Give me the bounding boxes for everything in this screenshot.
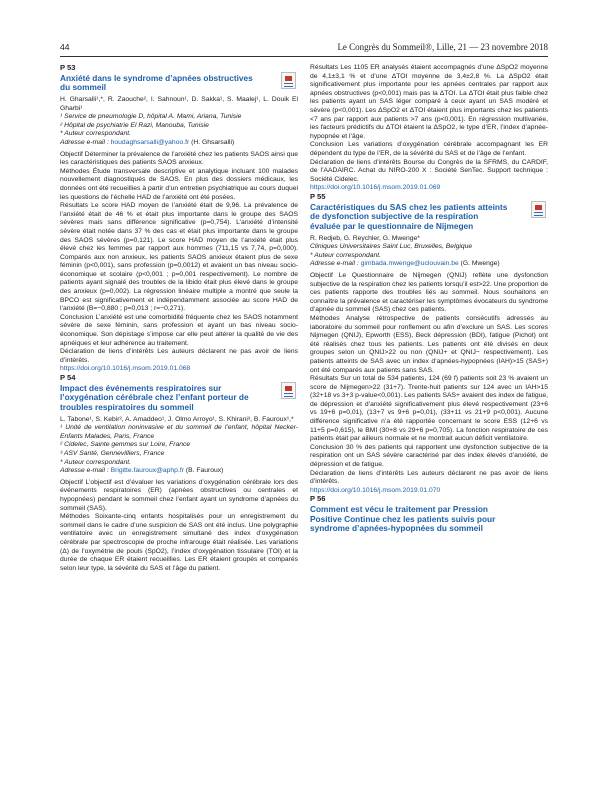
- affiliation: ¹ Unité de ventilation noninvasive et du sommeil de l’enfant, hôpital Necker-Enfants Malades, Paris, France: [60, 424, 298, 440]
- page-header: [60, 42, 548, 56]
- authors: R. Redjeb, G. Reychler, G. Mwenge*: [310, 234, 420, 242]
- email-owner: (G. Mwenge): [460, 260, 500, 268]
- section-declaration: Déclaration de liens d’intérêts Bourse du Congrès de la SFRMS, du CARDIF, de l’AADAIRC. Achat du NIRO-200 X : Société SenTec. Support technique : Société Cidelec.: [310, 158, 548, 183]
- abstract-p56: [310, 495, 548, 534]
- abstract-title[interactable]: Impact des événements respiratoires sur l’oxygénation cérébrale chez l’enfant porteur de troubles respiratoires du sommeil: [60, 382, 249, 412]
- crossmark-icon[interactable]: [281, 382, 296, 399]
- journal-title: Le Congrès du Sommeil®, Lille, 21 — 23 novembre 2018: [337, 42, 548, 52]
- affiliation: * Auteur correspondant.: [60, 458, 132, 466]
- section-resultats: Résultats Sur un total de 534 patients, 124 (69 f) patients soit 23 % avaient un score de Nijmegen>22 (31+7). Trente-huit patients sur 124 avec un IAH>15 (32+18 vs 3+3 p-value<0,001). Les patients SAS+ avaient des index de fatigue, de dépression et d’anxiété significativement plus élevé respectivement (23+6 vs 19+6 p=0,01), (13+7 vs 9+6 p=0,01), (33+11 vs 21+9 p<0,001). Aucune différence significative n’a été rapportée concernant le score ESS (12+6 vs 11+5 p=0,615), le BMI (30+8 vs 29+6 p=0,705). La fonction respiratoire de ces patients était par ailleurs normale et ne montrait aucun déficit ventilatoire.: [310, 375, 548, 443]
- email-line: [310, 260, 548, 269]
- email-link[interactable]: Brigitte.fauroux@aphp.fr: [110, 467, 184, 475]
- abstract-id: P 56: [310, 494, 326, 504]
- email-label: Adresse e-mail :: [310, 260, 359, 268]
- abstract-id: P 53: [60, 63, 76, 72]
- abstract-title[interactable]: Comment est vécu le traitement par Pression Positive Continue chez les patients suivis pour syndrome d’apnées-hypopnées du sommeil: [310, 504, 496, 534]
- section-methodes: Méthodes Analyse rétrospective de patients consécutifs adressés au laboratoire du sommeil pour ronflement ou afin d’exclure un SAS. Les scores Nijmegen (QNIJ), Epworth (ESS), Beck dépression (BDI), fatigue (Pichot) ont été réalisés chez tous les patients. Les patients ont été divisés en deux groupes selon un QNIJ>22 ou non (QNIJ+ et QNIJ− respectivement). Les patients atteints de SAS avec un index d’apnées-hypopnées (IAH)>15 (SAS+) ont été comparés aux patients sans SAS.: [310, 314, 548, 374]
- email-link[interactable]: houdaghsarsalli@yahoo.fr: [110, 138, 190, 146]
- right-column: [310, 64, 548, 537]
- section-objectif: Objectif Le Questionnaire de Nijmegen (QNIJ) reflète une dysfonction subjective de la respiration chez les patients lorsqu’il est>22. Une proportion de ces patients rapporte des troubles liés au sommeil. Nous souhaitons en connaître la prévalence et caractériser les symptômes évocateurs du syndrome d’apnée du sommeil (SAS) chez ces patients.: [310, 271, 548, 314]
- affiliation: ³ ASV Santé, Gennevilliers, France: [60, 450, 165, 458]
- abstract-title[interactable]: Caractéristiques du SAS chez les patients atteints de dysfonction subjective de la respiration évaluée par le questionnaire de Nijmegen: [310, 201, 508, 231]
- email-owner: (H. Ghsarsalli): [191, 138, 235, 146]
- abstract-title[interactable]: Anxiété dans le syndrome d’apnées obstructives du sommeil: [60, 72, 253, 93]
- left-column: [60, 64, 298, 573]
- authors: L. Tabone¹, S. Kebir², A. Amaddeo¹, J. Olmo Arroyo¹, S. Khirani³, B. Fauroux¹,*: [60, 415, 294, 423]
- section-objectif: Objectif L’objectif est d’évaluer les variations d’oxygénation cérébrale lors des événements respiratoires (ER) (apnées obstructives ou centrales et hypopnées) pendant le sommeil chez l’enfant ayant un syndrome d’apnées du sommeil (SAS).: [60, 478, 298, 512]
- section-methodes: Méthodes Soixante-cinq enfants hospitalisés pour un enregistrement du sommeil dans le cadre d’une suspicion de SAS ont été inclus. Une polygraphie ventilatoire avec un enregistrement simultané des index d’oxygénation cérébrale par spectroscopie de proche infrarouge était réalisée. Les variations (Δ) de l’oxymétrie de pouls (SpO2), l’index d’oxygénation tissulaire (TOI) et la durée de chaque ER étaient recueillies. Les ER étaient groupés et comparés selon leur type, la sévérité du SAS et l’âge du patient.: [60, 513, 298, 572]
- email-label: Adresse e-mail :: [60, 138, 109, 146]
- section-methodes: Méthodes Étude transversale descriptive et analytique incluant 100 malades nouvellement diagnostiqués de SAOS. En plus des dossiers médicaux, les données ont été recueillies à partir d’un entretien psychiatrique au cours duquel les questions de l’échelle HAD de l’anxiété ont été posées.: [60, 167, 298, 201]
- email-label: Adresse e-mail :: [60, 467, 109, 475]
- section-conclusion: Conclusion L’anxiété est une comorbidité fréquente chez les SAOS notamment sévère de sexe féminin, sans profession et ayant un bas niveau socio-économique. Son dépistage s’impose car elle peut altérer la qualité de vie des apnéiques et leur adhérence au traitement.: [60, 313, 298, 347]
- crossmark-icon[interactable]: [281, 72, 296, 89]
- affiliation: Cliniques Universitaires Saint Luc, Bruxelles, Belgique: [310, 243, 473, 251]
- email-link[interactable]: gimbada.mwenge@uclouvain.be: [360, 260, 459, 268]
- affiliation: ² Cidelec, Sainte gemmes sur Loire, France: [60, 441, 191, 449]
- section-declaration: Déclaration de liens d’intérêts Les auteurs déclarent ne pas avoir de liens d’intérêts.: [60, 348, 298, 364]
- doi-link[interactable]: https://doi.org/10.1016/j.msom.2019.01.069: [310, 184, 441, 192]
- section-conclusion: Conclusion 30 % des patients qui rapportent une dysfonction subjective de la respiration ont un SAS sévère caractérisé par des index élevés d’anxiété, de dépression et de fatigue.: [310, 443, 548, 469]
- section-declaration: Déclaration de liens d’intérêts Les auteurs déclarent ne pas avoir de liens d’intérêts.: [310, 469, 548, 486]
- email-line: [60, 467, 298, 476]
- abstract-p55: [310, 193, 548, 496]
- affiliation: ¹ Service de pneumologie D, hôpital A. Mami, Ariana, Tunisie: [60, 113, 242, 121]
- section-resultats: Résultats Le score HAD moyen de l’anxiété était de 9,96. La prévalence de l’anxiété était de 46 % et était plus importante dans le groupe des SAOS sévères mais sans différence significative (p=0,754). L’anxiété d’intensité sévère était notée dans 37 % des cas et était plus importante dans le groupe des SAOS sévères (p=0,121). Le score HAD moyen de l’anxiété était plus élevé chez les femmes par rapport aux hommes (711,15 vs 7,74, p=0,000). Comparés aux non anxieux, les patients SAOS anxieux étaient plus de sexe féminin (p<0,001), sans profession (p=0,0012) et avaient un bas niveau socio-économique et scolaire (p<0,001 ; p=0,001 respectivement). Le nombre de patients ayant signalé des troubles de la libido était plus élevé dans le groupe des anxieux (p=0,002). La régression linéaire multiple a montré que seule la BPCO est significativement et indépendamment associée au score HAD de l’anxiété (B=−0,880 ; p=0,013 ; r=−0,271).: [60, 202, 298, 313]
- doi-link[interactable]: https://doi.org/10.1016/j.msom.2019.01.068: [60, 365, 191, 373]
- page-number: 44: [60, 42, 70, 52]
- abstract-p53: [60, 64, 298, 374]
- affiliation: * Auteur correspondant.: [310, 251, 382, 259]
- abstract-id: P 54: [60, 373, 76, 382]
- email-line: [60, 139, 298, 148]
- affiliation: * Auteur correspondant.: [60, 130, 132, 138]
- section-conclusion: Conclusion Les variations d’oxygénation cérébrale accompagnant les ER dépendent du type de l’ER, de la sévérité du SAS et de l’âge de l’enfant.: [310, 141, 548, 157]
- abstract-id: P 55: [310, 191, 326, 201]
- email-owner: (B. Fauroux): [185, 467, 224, 475]
- abstract-p54: [60, 374, 298, 573]
- doi-link[interactable]: https://doi.org/10.1016/j.msom.2019.01.070: [310, 486, 441, 494]
- section-resultats: Résultats Les 1105 ER analysés étaient accompagnés d’une ΔSpO2 moyenne de 4,1±3,1 % et d’une ΔTOI moyenne de 3,4±2,8 %. La ΔSpO2 était significativement plus importante pour les apnées centrales par rapport aux apnées obstructives (p<0,001) mais pas la ΔTOI. La ΔTOI était plus faible chez les patients ayant un SAS léger comparé à ceux ayant un SAS modéré et sévère (p<0,001). Les ΔSpO2 et ΔTOI étaient plus importants chez les patients <7 ans par rapport aux patients >7 ans (p<0,001). En régression multivariée, les facteurs prédictifs du ΔTOI étaient la ΔSpO2, le type d’ER, l’index d’apnée-hypopnée et l’âge.: [310, 64, 548, 140]
- crossmark-icon[interactable]: [531, 201, 546, 218]
- affiliation: ² Hôpital de psychiatrie El Razi, Manouba, Tunisie: [60, 121, 209, 129]
- authors: H. Gharsalli¹,*, R. Zaouche², I. Sahnoun¹, D. Sakka¹, S. Maalej¹, L. Douik El Gharbi¹: [60, 96, 298, 112]
- header-rule: [60, 56, 548, 57]
- section-objectif: Objectif Déterminer la prévalence de l’anxiété chez les patients SAOS ainsi que les caractéristiques des patients SAOS anxieux.: [60, 150, 298, 167]
